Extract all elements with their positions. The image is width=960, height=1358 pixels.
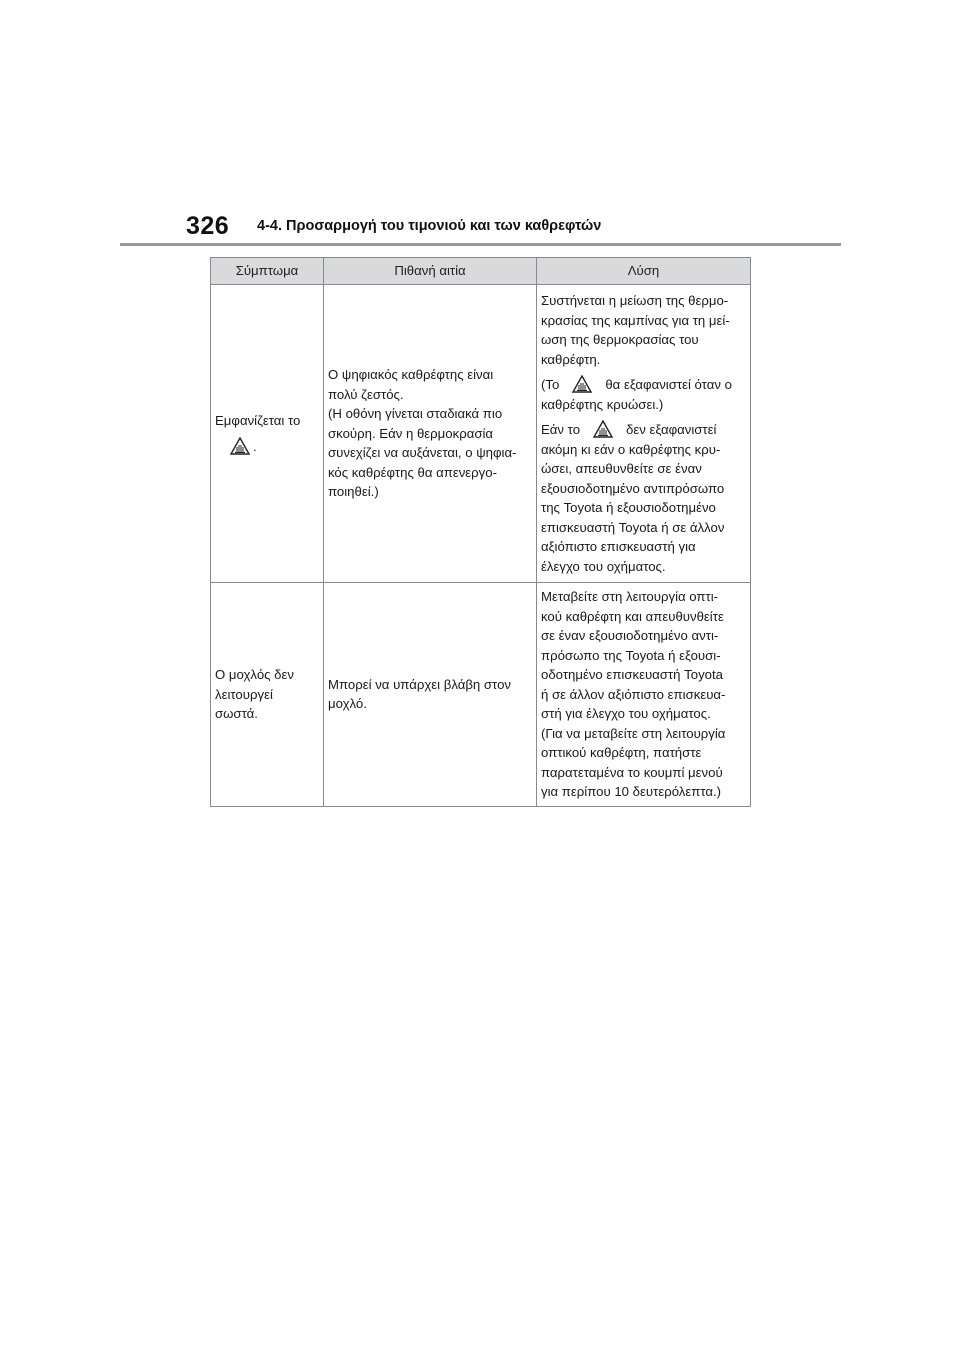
solution-line: οπτικού καθρέφτη, πατήστε <box>541 745 702 760</box>
solution-text: (Το <box>541 377 560 392</box>
symptom-line: Ο μοχλός δεν <box>215 667 294 682</box>
solution-line: ώσει, απευθυνθείτε σε έναν <box>541 461 702 476</box>
table-row <box>211 285 751 583</box>
solution-line: έλεγχο του οχήματος. <box>541 558 666 574</box>
solution-paragraph <box>541 420 746 576</box>
heated-mirror-warning-icon <box>593 420 613 438</box>
solution-line: ή σε άλλον αξιόπιστο επισκευα- <box>541 686 726 702</box>
solution-line: αξιόπιστο επισκευαστή για <box>541 539 696 554</box>
header-rule <box>120 243 841 246</box>
cause-cell <box>324 285 537 583</box>
cause-line: κός καθρέφτης θα απενεργο- <box>328 464 498 480</box>
symptom-suffix: . <box>253 438 257 454</box>
symptom-line: σωστά. <box>215 706 258 721</box>
solution-line: σε έναν εξουσιοδοτημένο αντι- <box>541 628 719 643</box>
cause-line: Μπορεί να υπάρχει βλάβη στον <box>328 676 512 692</box>
cause-line: πολύ ζεστός. <box>328 386 404 402</box>
column-header-symptom: Σύμπτωμα <box>211 258 324 285</box>
symptom-cell <box>211 583 324 807</box>
cause-line: (Η οθόνη γίνεται σταδιακά πιο <box>328 406 503 422</box>
heated-mirror-warning-icon <box>572 375 592 393</box>
solution-cell <box>537 285 751 583</box>
section-title: 4-4. Προσαρμογή του τιμονιού και των καθρεφτών <box>257 218 602 234</box>
solution-line: εξουσιοδοτημένο αντιπρόσωπο <box>541 480 725 496</box>
symptom-cell <box>211 285 324 583</box>
heated-mirror-warning-icon <box>230 437 250 455</box>
solution-line: καθρέφτη. <box>541 351 601 367</box>
table-header-row <box>211 258 751 285</box>
cause-cell <box>324 583 537 807</box>
troubleshooting-table <box>210 257 751 807</box>
solution-line: της Toyota ή εξουσιοδοτημένο <box>541 500 716 515</box>
solution-text: δεν εξαφανιστεί <box>626 422 717 437</box>
table-row <box>211 583 751 807</box>
solution-line: παρατεταμένα το κουμπί μενού <box>541 764 723 780</box>
symptom-text: Εμφανίζεται το <box>215 413 301 428</box>
cause-line: συνεχίζει να αυξάνεται, ο ψηφια- <box>328 445 517 461</box>
cause-line: ποιηθεί.) <box>328 484 379 500</box>
cause-line: μοχλό. <box>328 696 367 712</box>
symptom-icon-line <box>227 437 319 457</box>
solution-line: ακόμη κι εάν ο καθρέφτης κρυ- <box>541 441 721 457</box>
solution-line: (Για να μεταβείτε στη λειτουργία <box>541 725 726 741</box>
column-header-cause: Πιθανή αιτία <box>324 258 537 285</box>
page-number: 326 <box>186 212 230 240</box>
solution-line: Μεταβείτε στη λειτουργία οπτι- <box>541 589 719 604</box>
solution-text: θα εξαφανιστεί όταν ο <box>605 377 732 392</box>
solution-line: στή για έλεγχο του οχήματος. <box>541 706 711 721</box>
cause-line: σκούρη. Εάν η θερμοκρασία <box>328 425 494 441</box>
solution-line: οδοτημένο επισκευαστή Toyota <box>541 667 723 682</box>
column-header-solution: Λύση <box>537 258 751 285</box>
solution-line: επισκευαστή Toyota ή σε άλλον <box>541 519 725 535</box>
solution-text: Εάν το <box>541 422 581 437</box>
solution-line: πρόσωπο της Toyota ή εξουσι- <box>541 647 721 663</box>
solution-line: κού καθρέφτη και απευθυνθείτε <box>541 608 724 624</box>
solution-line: κρασίας της καμπίνας για τη μεί- <box>541 312 730 328</box>
symptom-line: λειτουργεί <box>215 686 273 702</box>
solution-line: καθρέφτης κρυώσει.) <box>541 396 664 412</box>
solution-line: ωση της θερμοκρασίας του <box>541 332 699 347</box>
solution-line: για περίπου 10 δευτερόλεπτα.) <box>541 784 722 799</box>
solution-cell <box>537 583 751 807</box>
solution-line: Συστήνεται η μείωση της θερμο- <box>541 293 729 308</box>
solution-paragraph <box>541 375 746 414</box>
cause-line: Ο ψηφιακός καθρέφτης είναι <box>328 367 494 383</box>
solution-paragraph <box>541 291 746 369</box>
